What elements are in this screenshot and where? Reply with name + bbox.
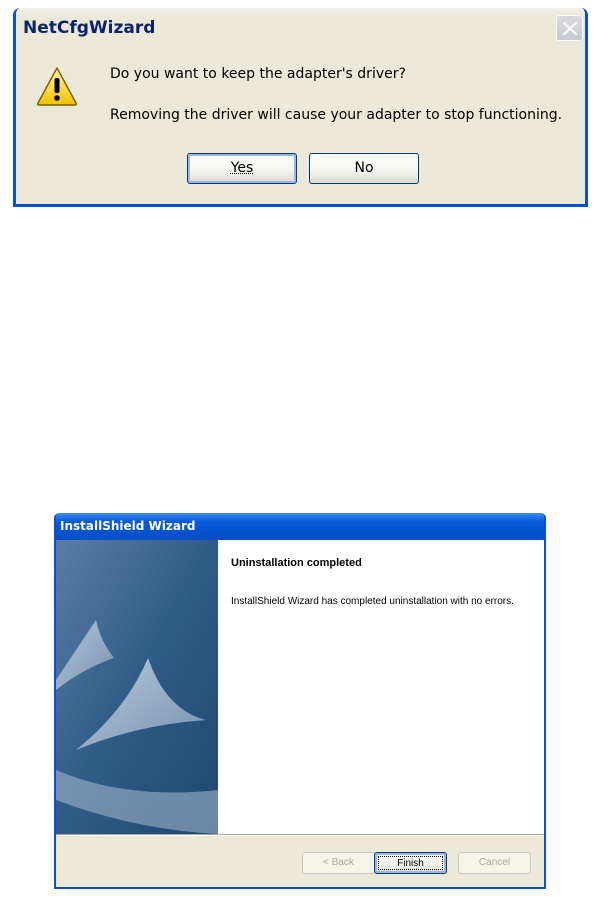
back-button[interactable] [302, 852, 375, 874]
dialog-question: Do you want to keep the adapter's driver? [110, 66, 406, 82]
wizard-titlebar[interactable] [54, 513, 546, 540]
wizard-heading: Uninstallation completed [231, 557, 362, 569]
wizard-side-artwork [56, 540, 218, 834]
warning-icon [36, 66, 78, 106]
no-button-label: No [354, 160, 374, 176]
dialog-message: Removing the driver will cause your adapter to stop functioning. [110, 107, 563, 123]
cancel-button-label: Cancel [478, 857, 511, 868]
close-icon [562, 21, 578, 36]
cancel-button[interactable] [458, 852, 531, 874]
finish-button[interactable] [374, 852, 447, 874]
close-button[interactable] [556, 15, 583, 41]
yes-button-label: Yes [230, 160, 254, 176]
wizard-body-text: InstallShield Wizard has completed uninstallation with no errors. [231, 596, 514, 607]
finish-focus-ring [378, 856, 443, 870]
dialog-titlebar[interactable] [13, 8, 588, 48]
dialog-title: NetCfgWizard [23, 18, 156, 38]
finish-button-label: Finish [397, 858, 424, 869]
wizard-separator [56, 834, 544, 836]
yes-button[interactable] [187, 153, 297, 184]
installshield-wizard [54, 513, 546, 889]
no-button[interactable] [309, 153, 419, 184]
netcfg-dialog [13, 8, 588, 207]
back-button-label: < Back [323, 857, 354, 868]
wizard-content [218, 540, 544, 834]
wizard-title: InstallShield Wizard [60, 519, 196, 533]
